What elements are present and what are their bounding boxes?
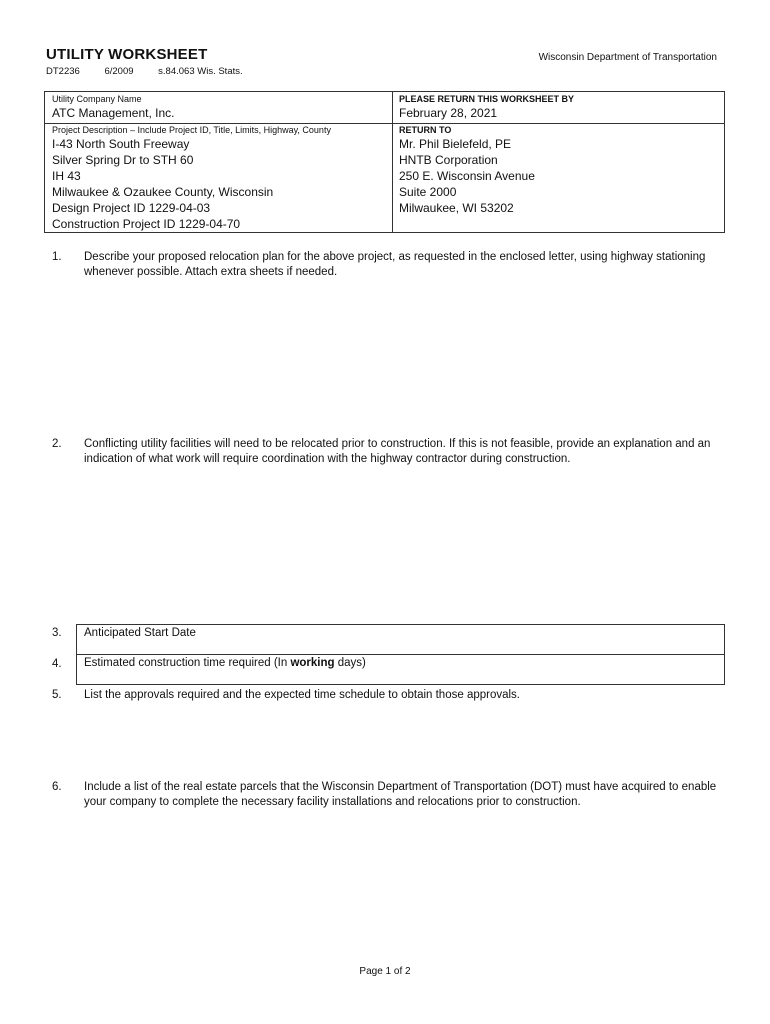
project-line[interactable]: I-43 North South Freeway — [52, 137, 190, 151]
form-info-line — [46, 66, 265, 77]
question-number: 1. — [52, 251, 62, 263]
page-title: UTILITY WORKSHEET — [46, 46, 208, 63]
construction-time-bold: working — [290, 657, 335, 669]
return-by-cell — [399, 94, 574, 121]
start-date-label: Anticipated Start Date — [84, 627, 196, 639]
company-label: Utility Company Name — [52, 94, 142, 104]
project-info-box — [44, 91, 725, 233]
company-value[interactable]: ATC Management, Inc. — [52, 106, 175, 120]
return-to-line[interactable]: 250 E. Wisconsin Avenue — [399, 169, 535, 183]
box-divider-vertical — [392, 92, 393, 232]
form-statute: s.84.063 Wis. Stats. — [158, 66, 243, 77]
agency-name: Wisconsin Department of Transportation — [538, 52, 717, 63]
question-number: 3. — [52, 627, 62, 639]
construction-time-text-end: days) — [334, 657, 366, 669]
project-description-cell — [52, 125, 331, 232]
return-to-line[interactable]: Suite 2000 — [399, 185, 457, 199]
form-date: 6/2009 — [104, 66, 134, 77]
form-number: DT2236 — [46, 66, 80, 77]
return-by-label: PLEASE RETURN THIS WORKSHEET BY — [399, 94, 575, 104]
project-line[interactable]: IH 43 — [52, 169, 81, 183]
start-date-field[interactable] — [76, 624, 725, 655]
question-text: Describe your proposed relocation plan for the above project, as requested in the enclosed letter, using highway stationing whenever possible. Attach extra sheets if needed. — [84, 251, 706, 278]
page-number: Page 1 of 2 — [359, 966, 411, 977]
question-text: Conflicting utility facilities will need to be relocated prior to construction. If this is not feasible, provide an explanation and an indication of what work will require coordination with the highway contractor during construction. — [84, 438, 711, 465]
project-line[interactable]: Silver Spring Dr to STH 60 — [52, 153, 194, 167]
question-number: 2. — [52, 438, 62, 450]
question-number: 5. — [52, 689, 62, 701]
question-text: List the approvals required and the expected time schedule to obtain those approvals. — [84, 689, 521, 701]
question-number: 4. — [52, 658, 62, 670]
company-cell — [52, 94, 175, 121]
return-to-cell — [399, 125, 535, 216]
box-divider-horizontal — [45, 123, 724, 124]
return-by-value[interactable]: February 28, 2021 — [399, 106, 498, 120]
question-number: 6. — [52, 781, 62, 793]
return-to-label: RETURN TO — [399, 125, 452, 135]
construction-time-field[interactable] — [76, 654, 725, 685]
project-line[interactable]: Milwaukee & Ozaukee County, Wisconsin — [52, 185, 274, 199]
return-to-line[interactable]: Milwaukee, WI 53202 — [399, 201, 514, 215]
question-text: Include a list of the real estate parcels that the Wisconsin Department of Transportation (DOT) must have acquired to enable your company to complete the necessary facility installations and relocations prior to construction. — [84, 781, 717, 808]
construction-time-label — [84, 657, 366, 669]
project-line[interactable]: Design Project ID 1229-04-03 — [52, 201, 211, 215]
return-to-line[interactable]: HNTB Corporation — [399, 153, 498, 167]
project-description-label: Project Description – Include Project ID, Title, Limits, Highway, County — [52, 125, 331, 135]
construction-time-text: Estimated construction time required (In — [84, 657, 291, 669]
project-line[interactable]: Construction Project ID 1229-04-70 — [52, 217, 241, 231]
return-to-line[interactable]: Mr. Phil Bielefeld, PE — [399, 137, 512, 151]
